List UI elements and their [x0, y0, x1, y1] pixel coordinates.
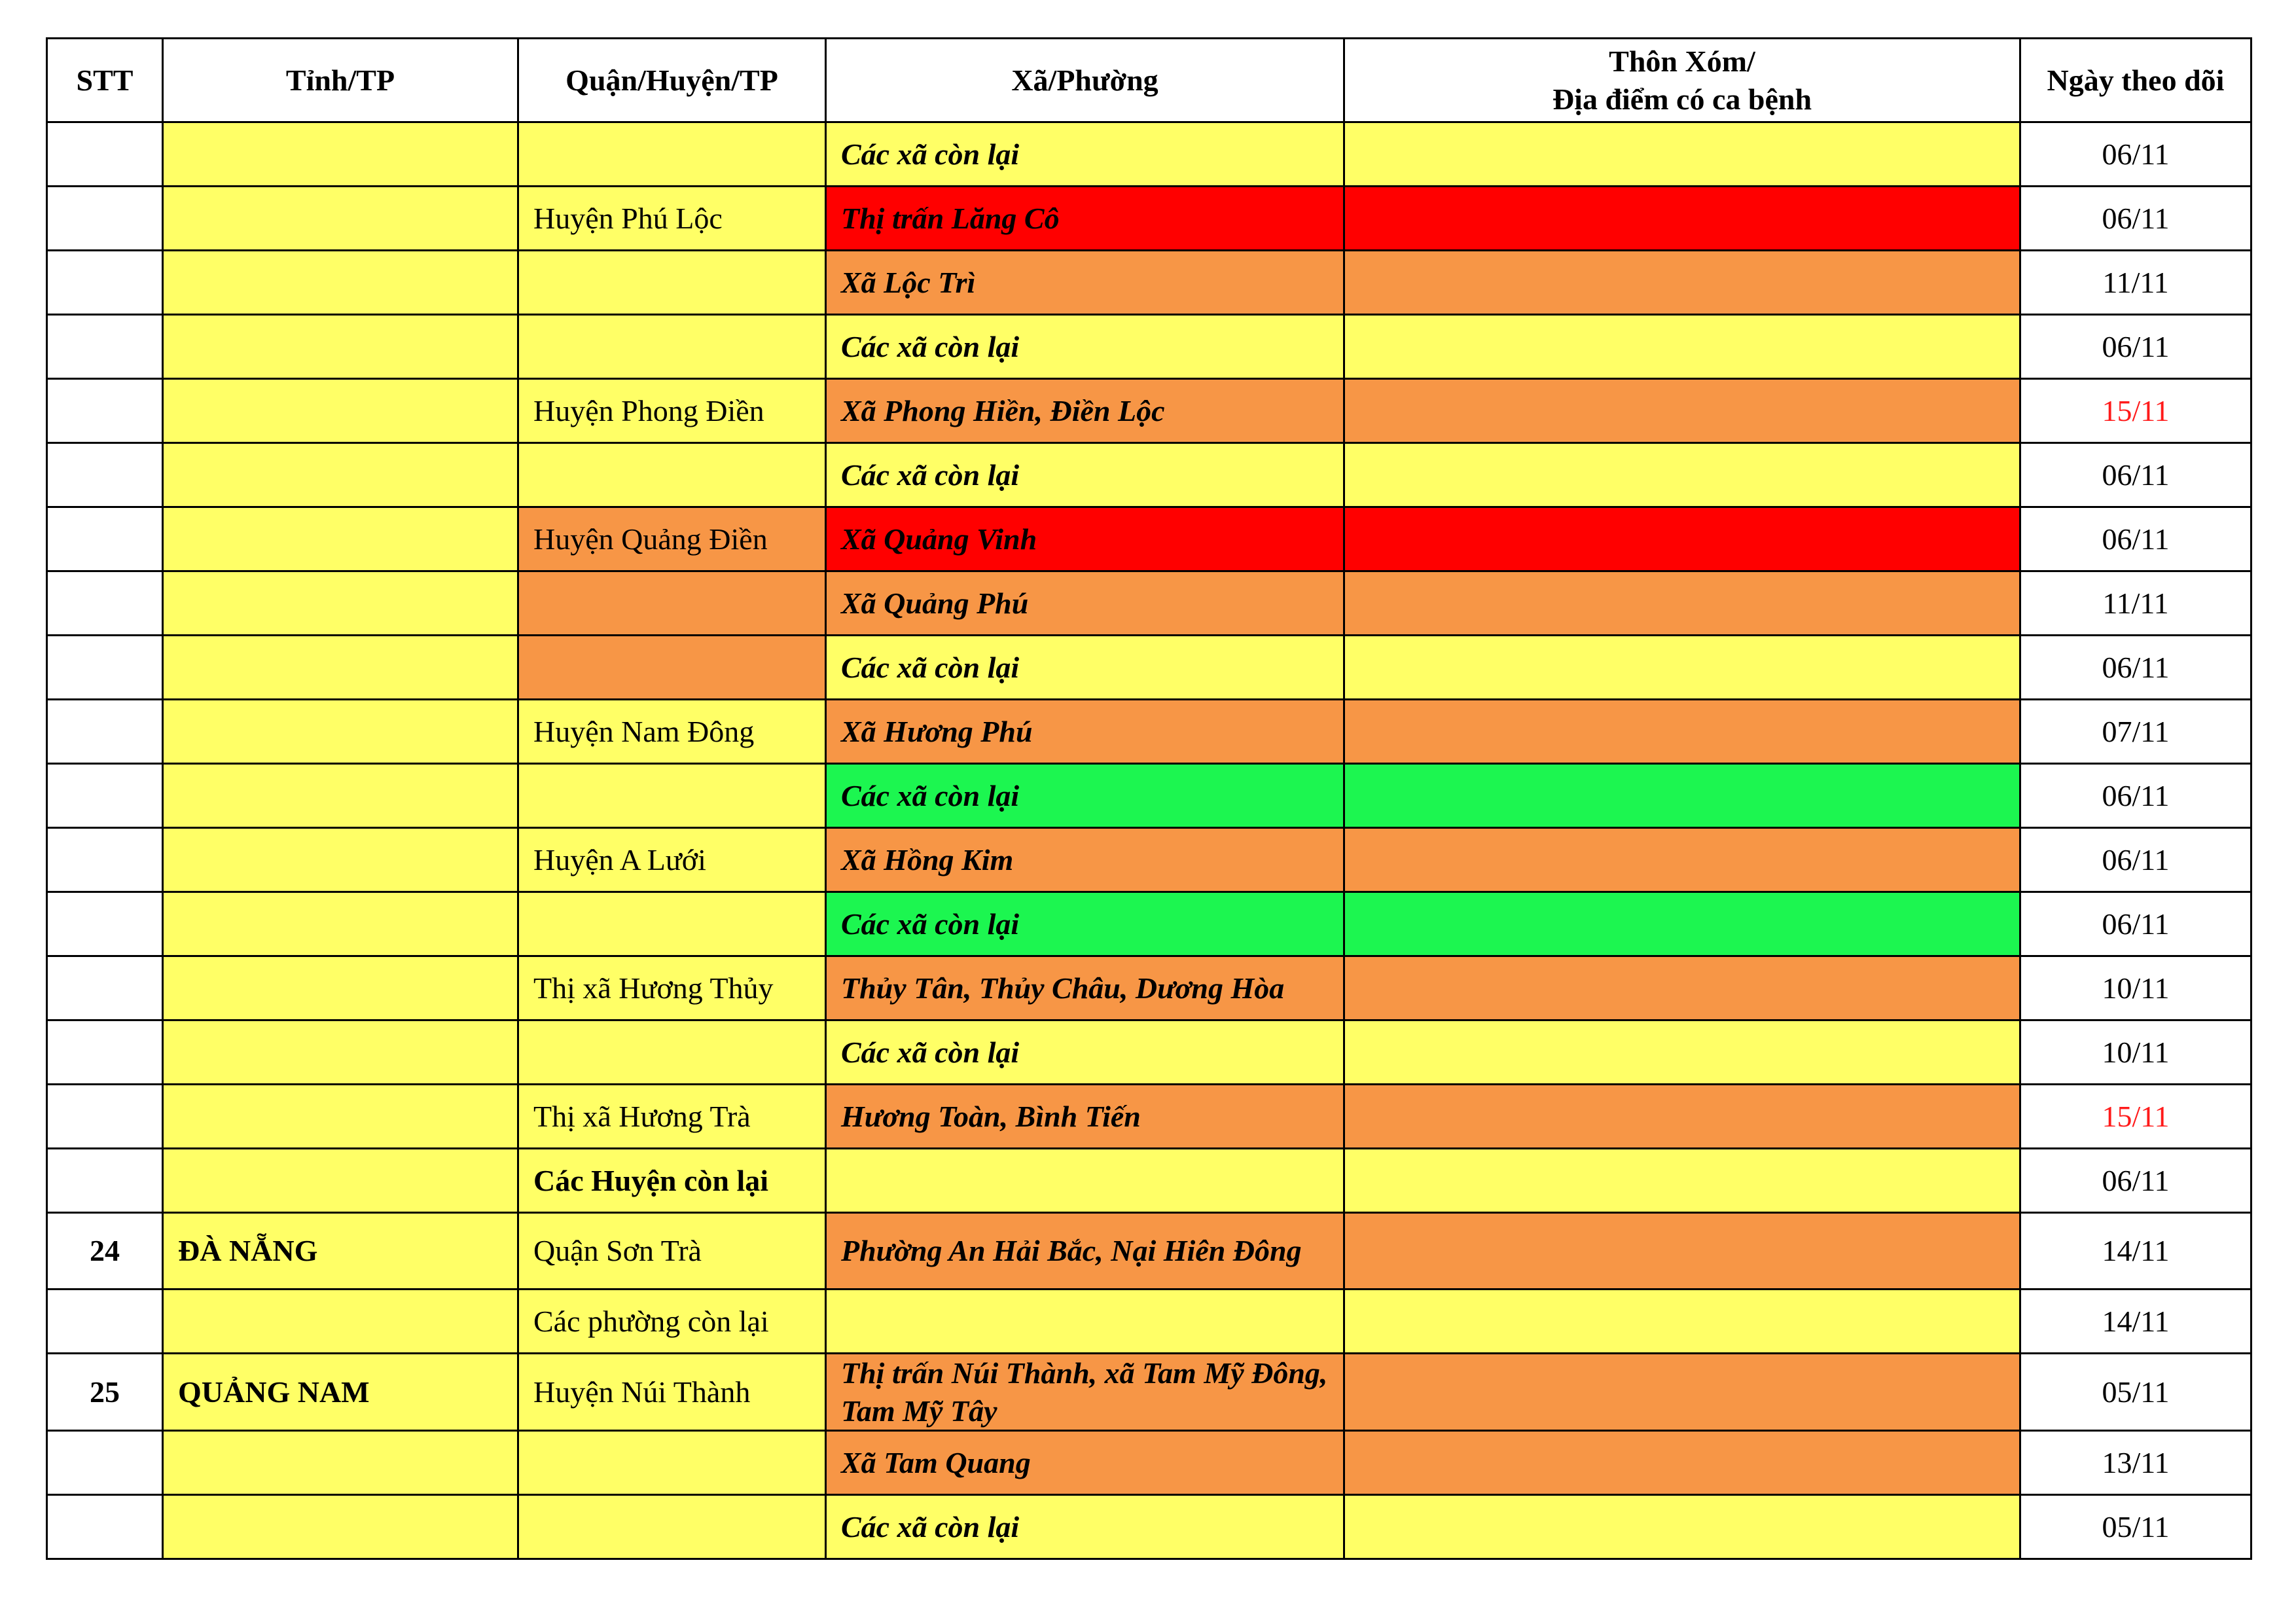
cell-hamlet — [1344, 1213, 2020, 1290]
cell-province — [163, 443, 518, 507]
cell-commune: Xã Hồng Kim — [826, 828, 1344, 892]
cell-district: Huyện Phú Lộc — [518, 187, 826, 251]
cell-province — [163, 1431, 518, 1495]
cell-stt: 25 — [47, 1354, 163, 1431]
cell-district — [518, 1020, 826, 1085]
cell-commune: Các xã còn lại — [826, 315, 1344, 379]
cell-province — [163, 187, 518, 251]
cell-commune: Các xã còn lại — [826, 636, 1344, 700]
cell-date: 06/11 — [2020, 443, 2251, 507]
cell-hamlet — [1344, 956, 2020, 1020]
table-row — [47, 700, 2251, 764]
cell-stt — [47, 1085, 163, 1149]
cell-date: 10/11 — [2020, 956, 2251, 1020]
cell-commune: Các xã còn lại — [826, 892, 1344, 956]
cell-province — [163, 1020, 518, 1085]
cell-commune: Thủy Tân, Thủy Châu, Dương Hòa — [826, 956, 1344, 1020]
cell-hamlet — [1344, 507, 2020, 571]
cell-province: ĐÀ NẴNG — [163, 1213, 518, 1290]
cell-date: 06/11 — [2020, 315, 2251, 379]
table-row — [47, 507, 2251, 571]
cell-province — [163, 1495, 518, 1559]
cell-district — [518, 1431, 826, 1495]
cell-hamlet — [1344, 187, 2020, 251]
cell-commune: Thị trấn Lăng Cô — [826, 187, 1344, 251]
table-row — [47, 1085, 2251, 1149]
cell-hamlet — [1344, 379, 2020, 443]
cell-hamlet — [1344, 1085, 2020, 1149]
cell-hamlet — [1344, 828, 2020, 892]
cell-stt — [47, 443, 163, 507]
table-row — [47, 1213, 2251, 1290]
cell-hamlet — [1344, 315, 2020, 379]
cell-province — [163, 122, 518, 187]
table-row — [47, 315, 2251, 379]
cell-province — [163, 956, 518, 1020]
cell-province — [163, 828, 518, 892]
cell-stt: 24 — [47, 1213, 163, 1290]
cell-stt — [47, 122, 163, 187]
header-commune: Xã/Phường — [826, 39, 1344, 122]
cell-province — [163, 764, 518, 828]
cell-stt — [47, 700, 163, 764]
cell-province — [163, 251, 518, 315]
cell-commune: Xã Tam Quang — [826, 1431, 1344, 1495]
cell-commune: Thị trấn Núi Thành, xã Tam Mỹ Đông, Tam Mỹ Tây — [826, 1354, 1344, 1431]
cell-hamlet — [1344, 636, 2020, 700]
cell-stt — [47, 764, 163, 828]
cell-date: 13/11 — [2020, 1431, 2251, 1495]
table-row — [47, 1431, 2251, 1495]
table-row — [47, 443, 2251, 507]
cell-commune: Các xã còn lại — [826, 1020, 1344, 1085]
cell-province — [163, 1149, 518, 1213]
covid-zone-table — [46, 37, 2252, 1560]
table-row — [47, 1020, 2251, 1085]
cell-date: 06/11 — [2020, 507, 2251, 571]
cell-district: Quận Sơn Trà — [518, 1213, 826, 1290]
cell-date: 11/11 — [2020, 571, 2251, 636]
table-row — [47, 571, 2251, 636]
table-row — [47, 636, 2251, 700]
cell-hamlet — [1344, 700, 2020, 764]
cell-commune: Xã Quảng Vinh — [826, 507, 1344, 571]
header-row — [47, 39, 2251, 122]
cell-district: Thị xã Hương Thủy — [518, 956, 826, 1020]
cell-hamlet — [1344, 1431, 2020, 1495]
cell-hamlet — [1344, 1149, 2020, 1213]
cell-commune: Các xã còn lại — [826, 122, 1344, 187]
cell-province — [163, 700, 518, 764]
cell-hamlet — [1344, 892, 2020, 956]
cell-hamlet — [1344, 251, 2020, 315]
header-hamlet — [1344, 39, 2020, 122]
cell-date: 05/11 — [2020, 1495, 2251, 1559]
header-hamlet-line2: Địa điểm có ca bệnh — [1552, 82, 1812, 116]
cell-commune — [826, 1149, 1344, 1213]
cell-district: Thị xã Hương Trà — [518, 1085, 826, 1149]
cell-commune: Các xã còn lại — [826, 443, 1344, 507]
cell-date: 07/11 — [2020, 700, 2251, 764]
cell-commune: Phường An Hải Bắc, Nại Hiên Đông — [826, 1213, 1344, 1290]
cell-date: 14/11 — [2020, 1213, 2251, 1290]
cell-province — [163, 636, 518, 700]
cell-hamlet — [1344, 443, 2020, 507]
cell-province — [163, 507, 518, 571]
cell-hamlet — [1344, 1495, 2020, 1559]
cell-province — [163, 1290, 518, 1354]
cell-date: 06/11 — [2020, 187, 2251, 251]
cell-hamlet — [1344, 764, 2020, 828]
cell-district — [518, 636, 826, 700]
cell-date: 06/11 — [2020, 1149, 2251, 1213]
cell-commune: Hương Toàn, Bình Tiến — [826, 1085, 1344, 1149]
cell-province — [163, 892, 518, 956]
cell-commune: Xã Quảng Phú — [826, 571, 1344, 636]
table-row — [47, 379, 2251, 443]
cell-date: 05/11 — [2020, 1354, 2251, 1431]
cell-commune: Xã Lộc Trì — [826, 251, 1344, 315]
cell-date: 15/11 — [2020, 1085, 2251, 1149]
table-row — [47, 1354, 2251, 1431]
cell-commune: Xã Phong Hiền, Điền Lộc — [826, 379, 1344, 443]
cell-hamlet — [1344, 1290, 2020, 1354]
cell-stt — [47, 379, 163, 443]
cell-district: Huyện Phong Điền — [518, 379, 826, 443]
cell-district — [518, 443, 826, 507]
table-row — [47, 251, 2251, 315]
cell-commune: Xã Hương Phú — [826, 700, 1344, 764]
table-row — [47, 1495, 2251, 1559]
cell-stt — [47, 1290, 163, 1354]
cell-stt — [47, 1020, 163, 1085]
table-header — [47, 39, 2251, 122]
cell-stt — [47, 892, 163, 956]
cell-stt — [47, 956, 163, 1020]
table-body — [47, 122, 2251, 1559]
cell-date: 06/11 — [2020, 636, 2251, 700]
cell-date: 06/11 — [2020, 828, 2251, 892]
header-hamlet-line1: Thôn Xóm/ — [1609, 45, 1755, 78]
cell-stt — [47, 828, 163, 892]
cell-stt — [47, 1149, 163, 1213]
cell-date: 06/11 — [2020, 892, 2251, 956]
cell-stt — [47, 251, 163, 315]
cell-district: Các phường còn lại — [518, 1290, 826, 1354]
cell-district — [518, 764, 826, 828]
cell-district — [518, 892, 826, 956]
cell-date: 06/11 — [2020, 122, 2251, 187]
cell-date: 06/11 — [2020, 764, 2251, 828]
cell-district — [518, 571, 826, 636]
table-row — [47, 1149, 2251, 1213]
header-district: Quận/Huyện/TP — [518, 39, 826, 122]
cell-hamlet — [1344, 571, 2020, 636]
cell-province — [163, 1085, 518, 1149]
cell-district — [518, 1495, 826, 1559]
cell-district — [518, 315, 826, 379]
cell-district: Các Huyện còn lại — [518, 1149, 826, 1213]
cell-province — [163, 379, 518, 443]
cell-commune: Các xã còn lại — [826, 764, 1344, 828]
cell-district: Huyện Núi Thành — [518, 1354, 826, 1431]
cell-district: Huyện A Lưới — [518, 828, 826, 892]
table-row — [47, 122, 2251, 187]
cell-date: 15/11 — [2020, 379, 2251, 443]
cell-stt — [47, 315, 163, 379]
cell-stt — [47, 507, 163, 571]
table-row — [47, 187, 2251, 251]
cell-district — [518, 251, 826, 315]
cell-province: QUẢNG NAM — [163, 1354, 518, 1431]
cell-date: 14/11 — [2020, 1290, 2251, 1354]
cell-district: Huyện Quảng Điền — [518, 507, 826, 571]
cell-stt — [47, 571, 163, 636]
table-row — [47, 892, 2251, 956]
table-row — [47, 764, 2251, 828]
cell-date: 10/11 — [2020, 1020, 2251, 1085]
header-stt: STT — [47, 39, 163, 122]
table-row — [47, 1290, 2251, 1354]
cell-commune: Các xã còn lại — [826, 1495, 1344, 1559]
cell-stt — [47, 187, 163, 251]
cell-district — [518, 122, 826, 187]
cell-stt — [47, 1495, 163, 1559]
cell-hamlet — [1344, 122, 2020, 187]
cell-stt — [47, 1431, 163, 1495]
cell-commune — [826, 1290, 1344, 1354]
cell-district: Huyện Nam Đông — [518, 700, 826, 764]
cell-hamlet — [1344, 1020, 2020, 1085]
header-province: Tỉnh/TP — [163, 39, 518, 122]
table-row — [47, 828, 2251, 892]
cell-stt — [47, 636, 163, 700]
cell-date: 11/11 — [2020, 251, 2251, 315]
cell-province — [163, 315, 518, 379]
cell-province — [163, 571, 518, 636]
table-row — [47, 956, 2251, 1020]
cell-hamlet — [1344, 1354, 2020, 1431]
header-date: Ngày theo dõi — [2020, 39, 2251, 122]
